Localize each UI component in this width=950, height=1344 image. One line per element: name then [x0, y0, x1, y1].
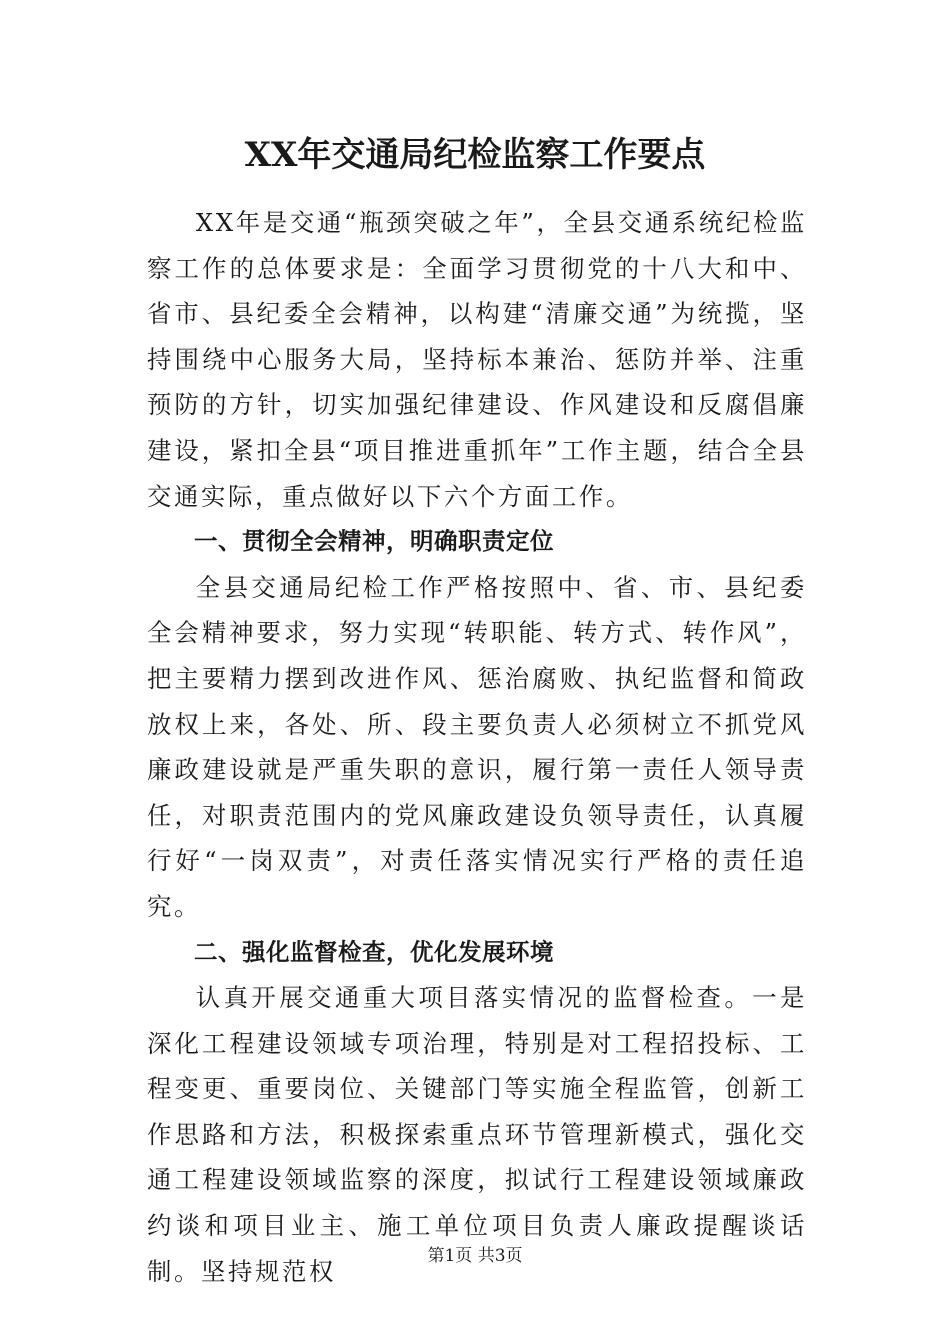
- intro-paragraph: XX年是交通“瓶颈突破之年”，全县交通系统纪检监察工作的总体要求是：全面学习贯彻党的十八大和中、省市、县纪委全会精神，以构建“清廉交通”为统揽，坚持围绕中心服务大局，坚持标本兼治、惩防并举、注重预防的方针，切实加强纪律建设、作风建设和反腐倡廉建设，紧扣全县“项目推进重抓年”工作主题，结合全县交通实际，重点做好以下六个方面工作。: [147, 208, 807, 511]
- document-body: [147, 200, 807, 1294]
- page-footer: 第1页 共3页: [427, 1246, 523, 1266]
- section-1-paragraph: 全县交通局纪检工作严格按照中、省、市、县纪委全会精神要求，努力实现“转职能、转方式、转作风”，把主要精力摆到改进作风、惩治腐败、执纪监督和简政放权上来，各处、所、段主要负责人必须树立不抓党风廉政建设就是严重失职的意识，履行第一责任人领导责任，对职责范围内的党风廉政建设负领导责任，认真履行好“一岗双责”，对责任落实情况实行严格的责任追究。: [147, 572, 807, 921]
- document-title: XX年交通局纪检监察工作要点: [244, 135, 706, 175]
- section-2-paragraph: 认真开展交通重大项目落实情况的监督检查。一是深化工程建设领域专项治理，特别是对工程招投标、工程变更、重要岗位、关键部门等实施全程监管，创新工作思路和方法，积极探索重点环节管理新模式，强化交通工程建设领域监察的深度，拟试行工程建设领域廉政约谈和项目业主、施工单位项目负责人廉政提醒谈话制。坚持规范权: [147, 983, 807, 1286]
- section-1-heading: 一、贯彻全会精神，明确职责定位: [194, 527, 554, 556]
- section-2-heading: 二、强化监督检查，优化发展环境: [194, 937, 554, 966]
